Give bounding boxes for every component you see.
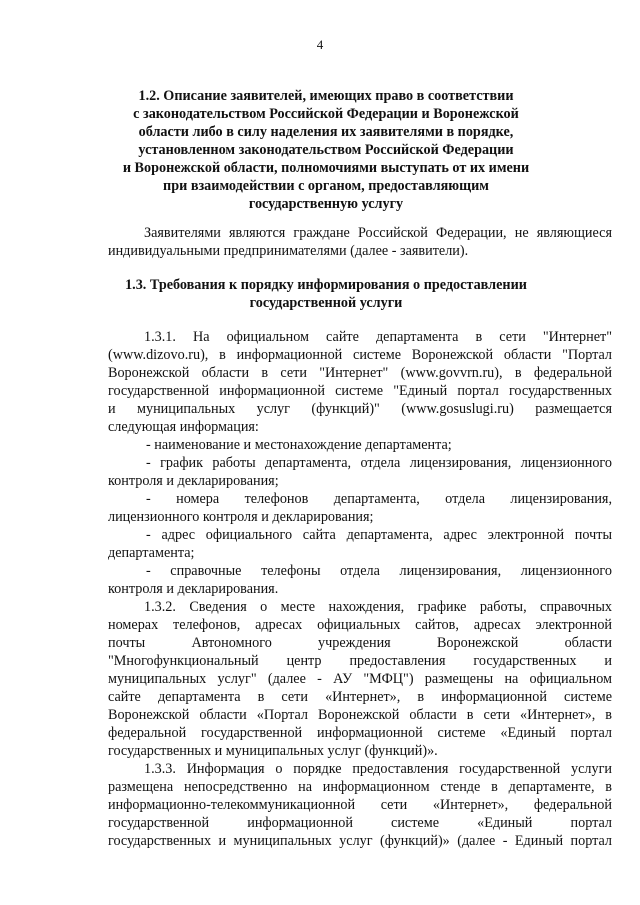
body-line: контроля и декларирования. bbox=[108, 581, 279, 597]
body-line: 1.3.2. Сведения о месте нахождения, графике работы, справочных bbox=[144, 599, 612, 615]
body-line: Воронежской области в сети "Интернет" (www.govvrn.ru), в федеральной bbox=[108, 365, 612, 381]
heading-line: и Воронежской области, полномочиями выступать от их имени bbox=[122, 160, 530, 176]
body-line: Заявителями являются граждане Российской Федерации, не являющиеся bbox=[144, 225, 612, 241]
body-line: государственных и муниципальных услуг (функций)» (далее - Единый портал bbox=[108, 833, 612, 849]
body-line: 1.3.3. Информация о порядке предоставления государственной услуги bbox=[144, 761, 612, 777]
body-line: муниципальных услуг" (далее - АУ "МФЦ") размещены на официальном bbox=[108, 671, 612, 687]
body-line: Воронежской области «Портал Воронежской области в сети «Интернет», в bbox=[108, 707, 612, 723]
heading-line: области либо в силу наделения их заявителями в порядке, bbox=[138, 124, 514, 140]
section-1-2-body bbox=[108, 224, 612, 260]
body-line: департамента; bbox=[108, 545, 195, 561]
body-line: 1.3.1. На официальном сайте департамента в сети "Интернет" bbox=[144, 329, 612, 345]
body-line: федеральной государственной информационной системе «Единый портал bbox=[108, 725, 612, 741]
heading-line: государственную услугу bbox=[248, 196, 404, 212]
body-line: контроля и декларирования; bbox=[108, 473, 279, 489]
body-line: государственной информационной системе "Единый портал государственных bbox=[108, 383, 612, 399]
body-line: индивидуальными предпринимателями (далее - заявители). bbox=[108, 243, 469, 259]
body-line: государственных и муниципальных услуг (функций)». bbox=[108, 743, 438, 759]
heading-line: 1.2. Описание заявителей, имеющих право в соответствии bbox=[138, 88, 514, 104]
body-line: сайте департамента в сети «Интернет», в информационной системе bbox=[108, 689, 612, 705]
body-line: лицензионного контроля и декларирования; bbox=[108, 509, 374, 525]
body-line: почты Автономного учреждения Воронежской области bbox=[108, 635, 612, 651]
body-line: "Многофункциональный центр предоставления государственных и bbox=[108, 653, 612, 669]
body-line: (www.dizovo.ru), в информационной системе Воронежской области "Портал bbox=[108, 347, 612, 363]
heading-line: 1.3. Требования к порядку информирования о предоставлении bbox=[125, 277, 527, 293]
section-1-3-heading bbox=[108, 276, 544, 312]
list-item: - справочные телефоны отдела лицензирования, лицензионного bbox=[146, 563, 612, 579]
heading-line: государственной услуги bbox=[249, 295, 403, 311]
body-line: информационно-телекоммуникационной сети «Интернет», федеральной bbox=[108, 797, 612, 813]
section-1-2-heading bbox=[108, 87, 544, 213]
body-line: и муниципальных услуг (функций)" (www.gosuslugi.ru) размещается bbox=[108, 401, 612, 417]
body-line: следующая информация: bbox=[108, 419, 259, 435]
section-1-3-body bbox=[108, 328, 612, 850]
heading-line: при взаимодействии с органом, предоставляющим bbox=[163, 178, 489, 194]
page-number: 4 bbox=[316, 37, 324, 52]
heading-line: с законодательством Российской Федерации и Воронежской bbox=[133, 106, 519, 122]
body-line: размещена непосредственно на информационном стенде в департаменте, в bbox=[108, 779, 612, 795]
heading-line: установленном законодательством Российской Федерации bbox=[138, 142, 514, 158]
list-item: - адрес официального сайта департамента, адрес электронной почты bbox=[146, 527, 612, 543]
list-item: - график работы департамента, отдела лицензирования, лицензионного bbox=[146, 455, 612, 471]
body-line: номерах телефонов, адресах официальных сайтов, адресах электронной bbox=[108, 617, 612, 633]
list-item: - наименование и местонахождение департамента; bbox=[146, 437, 452, 453]
body-line: государственной информационной системе «Единый портал bbox=[108, 815, 612, 831]
list-item: - номера телефонов департамента, отдела лицензирования, bbox=[146, 491, 612, 507]
